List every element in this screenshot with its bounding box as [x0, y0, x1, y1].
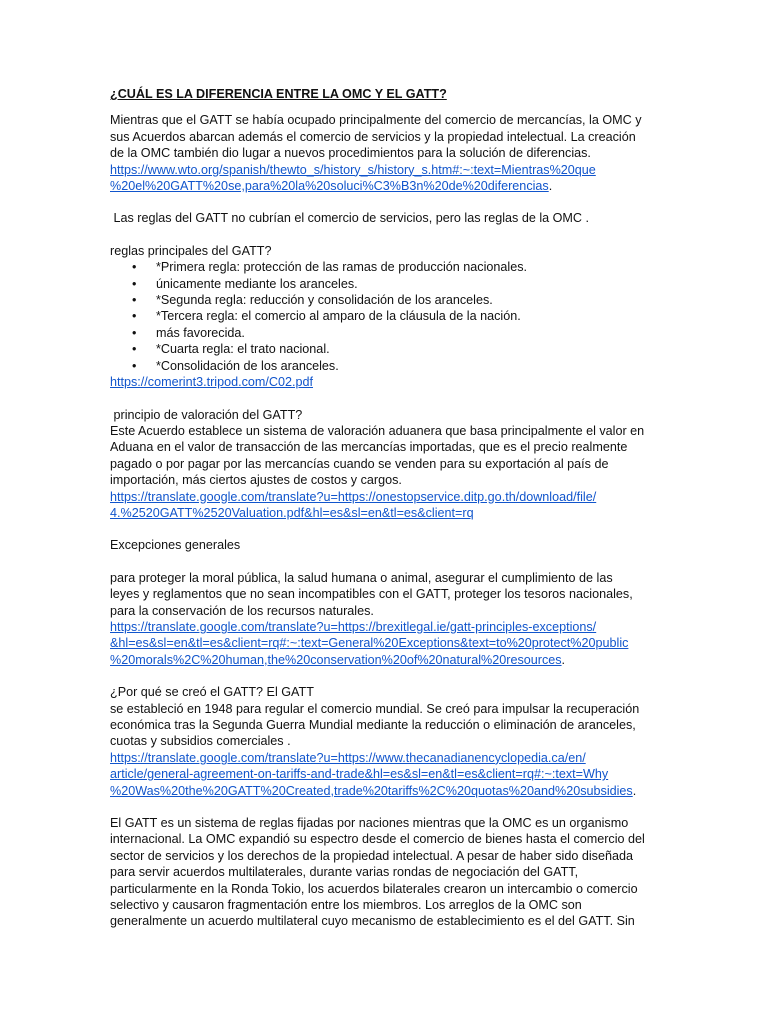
document-title: ¿CUÁL ES LA DIFERENCIA ENTRE LA OMC Y EL GATT? [110, 87, 447, 101]
rules-list [110, 259, 662, 374]
paragraph-line: sus Acuerdos abarcan además el comercio de servicios y la propiedad intelectual. La creación [110, 129, 636, 144]
list-item: • más favorecida. [110, 325, 662, 341]
section-main-rules [110, 243, 662, 391]
period: . [632, 783, 637, 798]
document-page [110, 86, 662, 930]
valuation-translate-link[interactable]: https://translate.google.com/translate?u=https://onestopservice.ditp.go.th/download/file/ [110, 489, 597, 504]
section-heading: ¿Por qué se creó el GATT? El GATT [110, 685, 314, 700]
wto-history-link[interactable]: %20el%20GATT%20se,para%20la%20soluci%C3%B3n%20de%20diferencias [110, 179, 549, 194]
section-valuation [110, 407, 662, 522]
period: . [561, 652, 566, 667]
paragraph-line: cuotas y subsidios comerciales . [110, 734, 291, 749]
section-heading: reglas principales del GATT? [110, 243, 272, 258]
paragraph-line: se estableció en 1948 para regular el comercio mundial. Se creó para impulsar la recuperación [110, 701, 640, 716]
section-exceptions [110, 537, 662, 668]
valuation-translate-link[interactable]: 4.%2520GATT%2520Valuation.pdf&hl=es&sl=en&tl=es&client=rq [110, 505, 474, 520]
paragraph-line: Aduana en el valor de transacción de las mercancías importadas, que es el precio realmente [110, 440, 628, 455]
paragraph-line: de la OMC también dio lugar a nuevos procedimientos para la solución de diferencias. [110, 146, 591, 161]
paragraph-line: leyes y reglamentos que no sean incompatibles con el GATT, proteger los tesoros nacionales, [110, 587, 633, 602]
paragraph-line: sector de servicios y los derechos de la propiedad intelectual. A pesar de haber sido diseñada [110, 848, 633, 863]
list-item: • *Cuarta regla: el trato nacional. [110, 341, 662, 357]
list-item: • *Primera regla: protección de las ramas de producción nacionales. [110, 259, 662, 275]
paragraph-line: El GATT es un sistema de reglas fijadas por naciones mientras que la OMC es un organismo [110, 816, 629, 831]
paragraph-line: Este Acuerdo establece un sistema de valoración aduanera que basa principalmente el valor en [110, 423, 645, 438]
section-heading: Excepciones generales [110, 538, 241, 553]
paragraph-line: particularmente en la Ronda Tokio, los acuerdos bilaterales crearon un intercambio o comercio [110, 881, 638, 896]
services-rules-paragraph: Las reglas del GATT no cubrían el comercio de servicios, pero las reglas de la OMC . [110, 211, 590, 226]
section-heading: principio de valoración del GATT? [110, 407, 303, 422]
section-why-gatt [110, 684, 662, 799]
paragraph-line: para servir acuerdos multilaterales, durante varias rondas de negociación del GATT, [110, 865, 579, 880]
section-comparison [110, 815, 662, 930]
paragraph-line: selectivo y causaron fragmentación entre los miembros. Los arreglos de la OMC son [110, 898, 582, 913]
paragraph-line: Mientras que el GATT se había ocupado principalmente del comercio de mercancías, la OMC y [110, 113, 642, 128]
exceptions-translate-link[interactable]: https://translate.google.com/translate?u=https://brexitlegal.ie/gatt-principles-exceptions/ [110, 619, 597, 634]
paragraph-line: importación, más ciertos ajustes de costos y cargos. [110, 473, 402, 488]
comerint-pdf-link[interactable]: https://comerint3.tripod.com/C02.pdf [110, 375, 313, 390]
paragraph-line: para la conservación de los recursos naturales. [110, 603, 374, 618]
list-item: • *Segunda regla: reducción y consolidación de los aranceles. [110, 292, 662, 308]
paragraph-line: internacional. La OMC expandió su espectro desde el comercio de bienes hasta el comercio del [110, 832, 645, 847]
exceptions-translate-link[interactable]: %20morals%2C%20human,the%20conservation%20of%20natural%20resources [110, 652, 562, 667]
encyclopedia-translate-link[interactable]: article/general-agreement-on-tariffs-and-trade&hl=es&sl=en&tl=es&client=rq#:~:text=Why [110, 767, 609, 782]
exceptions-translate-link[interactable]: &hl=es&sl=en&tl=es&client=rq#:~:text=General%20Exceptions&text=to%20protect%20public [110, 636, 629, 651]
list-item: • *Tercera regla: el comercio al amparo de la cláusula de la nación. [110, 308, 662, 324]
list-item: • únicamente mediante los aranceles. [110, 276, 662, 292]
list-item: • *Consolidación de los aranceles. [110, 358, 662, 374]
paragraph-line: generalmente un acuerdo multilateral cuyo mecanismo de establecimiento es el del GATT. Sin [110, 914, 635, 929]
period: . [548, 179, 553, 194]
paragraph-line: pagado o por pagar por las mercancías cuando se venden para su exportación al país de [110, 456, 609, 471]
paragraph-line: para proteger la moral pública, la salud humana o animal, asegurar el cumplimiento de las [110, 570, 613, 585]
encyclopedia-translate-link[interactable]: %20Was%20the%20GATT%20Created,trade%20tariffs%2C%20quotas%20and%20subsidies [110, 783, 633, 798]
wto-history-link[interactable]: https://www.wto.org/spanish/thewto_s/history_s/history_s.htm#:~:text=Mientras%20que [110, 162, 596, 177]
encyclopedia-translate-link[interactable]: https://translate.google.com/translate?u=https://www.thecanadianencyclopedia.ca/en/ [110, 750, 586, 765]
section-difference [110, 112, 662, 194]
paragraph-line: económica tras la Segunda Guerra Mundial mediante la reducción o eliminación de aranceles, [110, 718, 636, 732]
